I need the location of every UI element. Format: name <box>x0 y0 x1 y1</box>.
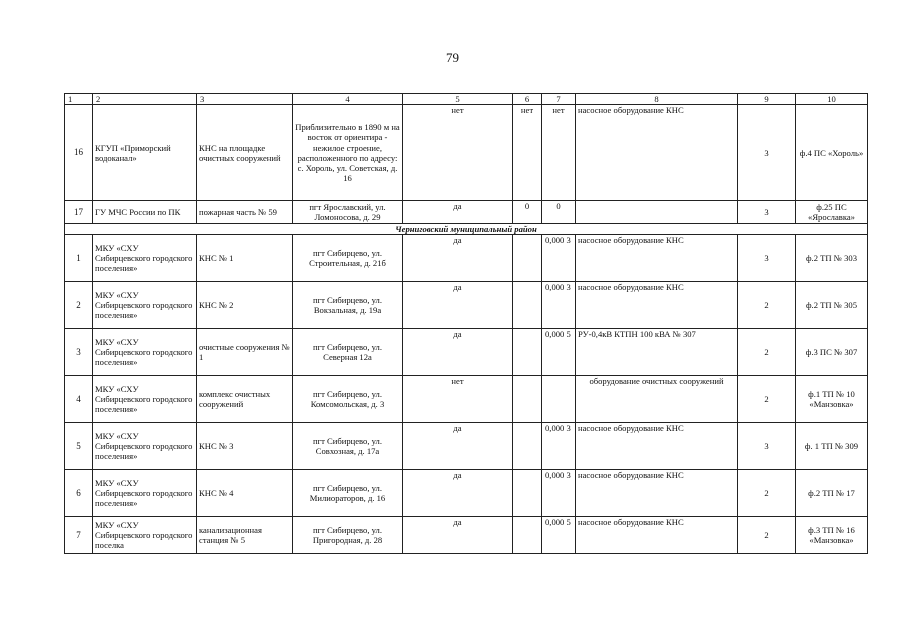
address-cell: пгт Сибирцево, ул. Строительная, д. 21б <box>293 235 403 282</box>
address-cell: пгт Сибирцево, ул. Совхозная, д. 17а <box>293 423 403 470</box>
col6-cell: нет <box>513 105 542 201</box>
category-cell: 2 <box>738 329 796 376</box>
col6-cell: 0 <box>513 201 542 224</box>
category-cell: 2 <box>738 376 796 423</box>
org-cell: МКУ «СХУ Сибирцевского городского поселения» <box>93 329 197 376</box>
col5-cell: да <box>403 201 513 224</box>
col7-cell <box>542 376 576 423</box>
category-cell: 3 <box>738 105 796 201</box>
table-row <box>65 470 868 517</box>
equipment-cell <box>576 201 738 224</box>
object-cell: канализационная станция № 5 <box>197 517 293 554</box>
table-row <box>65 329 868 376</box>
row-number: 16 <box>65 105 93 201</box>
row-number: 1 <box>65 235 93 282</box>
address-cell: пгт Ярославский, ул. Ломоносова, д. 29 <box>293 201 403 224</box>
category-cell: 3 <box>738 235 796 282</box>
feeder-cell: ф.2 ТП № 17 <box>796 470 868 517</box>
col7-cell: 0 <box>542 201 576 224</box>
address-cell: пгт Сибирцево, ул. Комсомольская, д. 3 <box>293 376 403 423</box>
col7-cell: 0,000 5 <box>542 517 576 554</box>
row-number: 4 <box>65 376 93 423</box>
table-row <box>65 423 868 470</box>
col5-cell: нет <box>403 105 513 201</box>
feeder-cell: ф.25 ПС «Ярославка» <box>796 201 868 224</box>
object-cell: КНС № 1 <box>197 235 293 282</box>
address-cell: пгт Сибирцево, ул. Милиораторов, д. 16 <box>293 470 403 517</box>
feeder-cell: ф.3 ПС № 307 <box>796 329 868 376</box>
col7-cell: нет <box>542 105 576 201</box>
col5-cell: да <box>403 423 513 470</box>
col7-cell: 0,000 3 <box>542 470 576 517</box>
row-number: 6 <box>65 470 93 517</box>
address-cell: пгт Сибирцево, ул. Северная 12а <box>293 329 403 376</box>
table-row <box>65 105 868 201</box>
col6-cell <box>513 470 542 517</box>
org-cell: МКУ «СХУ Сибирцевского городского поселения» <box>93 282 197 329</box>
category-cell: 2 <box>738 517 796 554</box>
col7-cell: 0,000 3 <box>542 423 576 470</box>
table-row <box>65 376 868 423</box>
equipment-cell: оборудование очистных сооружений <box>576 376 738 423</box>
col6-cell <box>513 235 542 282</box>
col7-cell: 0,000 3 <box>542 282 576 329</box>
table-row <box>65 235 868 282</box>
address-cell: пгт Сибирцево, ул. Вокзальная, д. 19а <box>293 282 403 329</box>
feeder-cell: ф.4 ПС «Хороль» <box>796 105 868 201</box>
col6-cell <box>513 423 542 470</box>
feeder-cell: ф.2 ТП № 305 <box>796 282 868 329</box>
header-cell: 1 <box>65 94 93 105</box>
table-row <box>65 517 868 554</box>
header-cell: 5 <box>403 94 513 105</box>
equipment-cell: насосное оборудование КНС <box>576 517 738 554</box>
object-cell: комплекс очистных сооружений <box>197 376 293 423</box>
equipment-cell: насосное оборудование КНС <box>576 282 738 329</box>
table-row <box>65 201 868 224</box>
category-cell: 2 <box>738 470 796 517</box>
equipment-cell: насосное оборудование КНС <box>576 105 738 201</box>
equipment-cell: насосное оборудование КНС <box>576 423 738 470</box>
org-cell: МКУ «СХУ Сибирцевского городского поселения» <box>93 235 197 282</box>
org-cell: МКУ «СХУ Сибирцевского городского поселка <box>93 517 197 554</box>
org-cell: КГУП «Приморский водоканал» <box>93 105 197 201</box>
category-cell: 3 <box>738 423 796 470</box>
header-cell: 2 <box>93 94 197 105</box>
header-cell: 10 <box>796 94 868 105</box>
feeder-cell: ф.3 ТП № 16 «Манзовка» <box>796 517 868 554</box>
table-row <box>65 282 868 329</box>
equipment-cell: насосное оборудование КНС <box>576 470 738 517</box>
col5-cell: да <box>403 517 513 554</box>
row-number: 5 <box>65 423 93 470</box>
object-cell: пожарная часть № 59 <box>197 201 293 224</box>
object-cell: КНС на площадке очистных сооружений <box>197 105 293 201</box>
header-cell: 3 <box>197 94 293 105</box>
col5-cell: да <box>403 235 513 282</box>
col7-cell: 0,000 3 <box>542 235 576 282</box>
col5-cell: нет <box>403 376 513 423</box>
section-row <box>65 224 868 235</box>
header-cell: 4 <box>293 94 403 105</box>
page-number: 79 <box>446 50 459 65</box>
feeder-cell: ф.2 ТП № 303 <box>796 235 868 282</box>
org-cell: МКУ «СХУ Сибирцевского городского поселения» <box>93 376 197 423</box>
row-number: 7 <box>65 517 93 554</box>
org-cell: ГУ МЧС России по ПК <box>93 201 197 224</box>
address-cell: пгт Сибирцево, ул. Пригородная, д. 28 <box>293 517 403 554</box>
row-number: 3 <box>65 329 93 376</box>
address-cell: Приблизительно в 1890 м на восток от ориентира - нежилое строение, расположенного по адресу: с. Хороль, ул. Советская, д. 16 <box>293 105 403 201</box>
col6-cell <box>513 376 542 423</box>
object-cell: КНС № 3 <box>197 423 293 470</box>
header-cell: 9 <box>738 94 796 105</box>
equipment-cell: РУ-0,4кВ КТПН 100 кВА № 307 <box>576 329 738 376</box>
row-number: 17 <box>65 201 93 224</box>
col5-cell: да <box>403 470 513 517</box>
object-cell: очистные сооружения № 1 <box>197 329 293 376</box>
org-cell: МКУ «СХУ Сибирцевского городского поселения» <box>93 470 197 517</box>
col6-cell <box>513 517 542 554</box>
header-cell: 6 <box>513 94 542 105</box>
header-cell: 8 <box>576 94 738 105</box>
col6-cell <box>513 282 542 329</box>
col5-cell: да <box>403 329 513 376</box>
data-table <box>64 93 868 554</box>
object-cell: КНС № 2 <box>197 282 293 329</box>
org-cell: МКУ «СХУ Сибирцевского городского поселения» <box>93 423 197 470</box>
category-cell: 3 <box>738 201 796 224</box>
col5-cell: да <box>403 282 513 329</box>
feeder-cell: ф.1 ТП № 10 «Манзовка» <box>796 376 868 423</box>
category-cell: 2 <box>738 282 796 329</box>
equipment-cell: насосное оборудование КНС <box>576 235 738 282</box>
row-number: 2 <box>65 282 93 329</box>
section-title: Черниговский муниципальный район <box>65 224 868 235</box>
header-cell: 7 <box>542 94 576 105</box>
col6-cell <box>513 329 542 376</box>
header-row <box>65 94 868 105</box>
object-cell: КНС № 4 <box>197 470 293 517</box>
feeder-cell: ф. 1 ТП № 309 <box>796 423 868 470</box>
col7-cell: 0,000 5 <box>542 329 576 376</box>
